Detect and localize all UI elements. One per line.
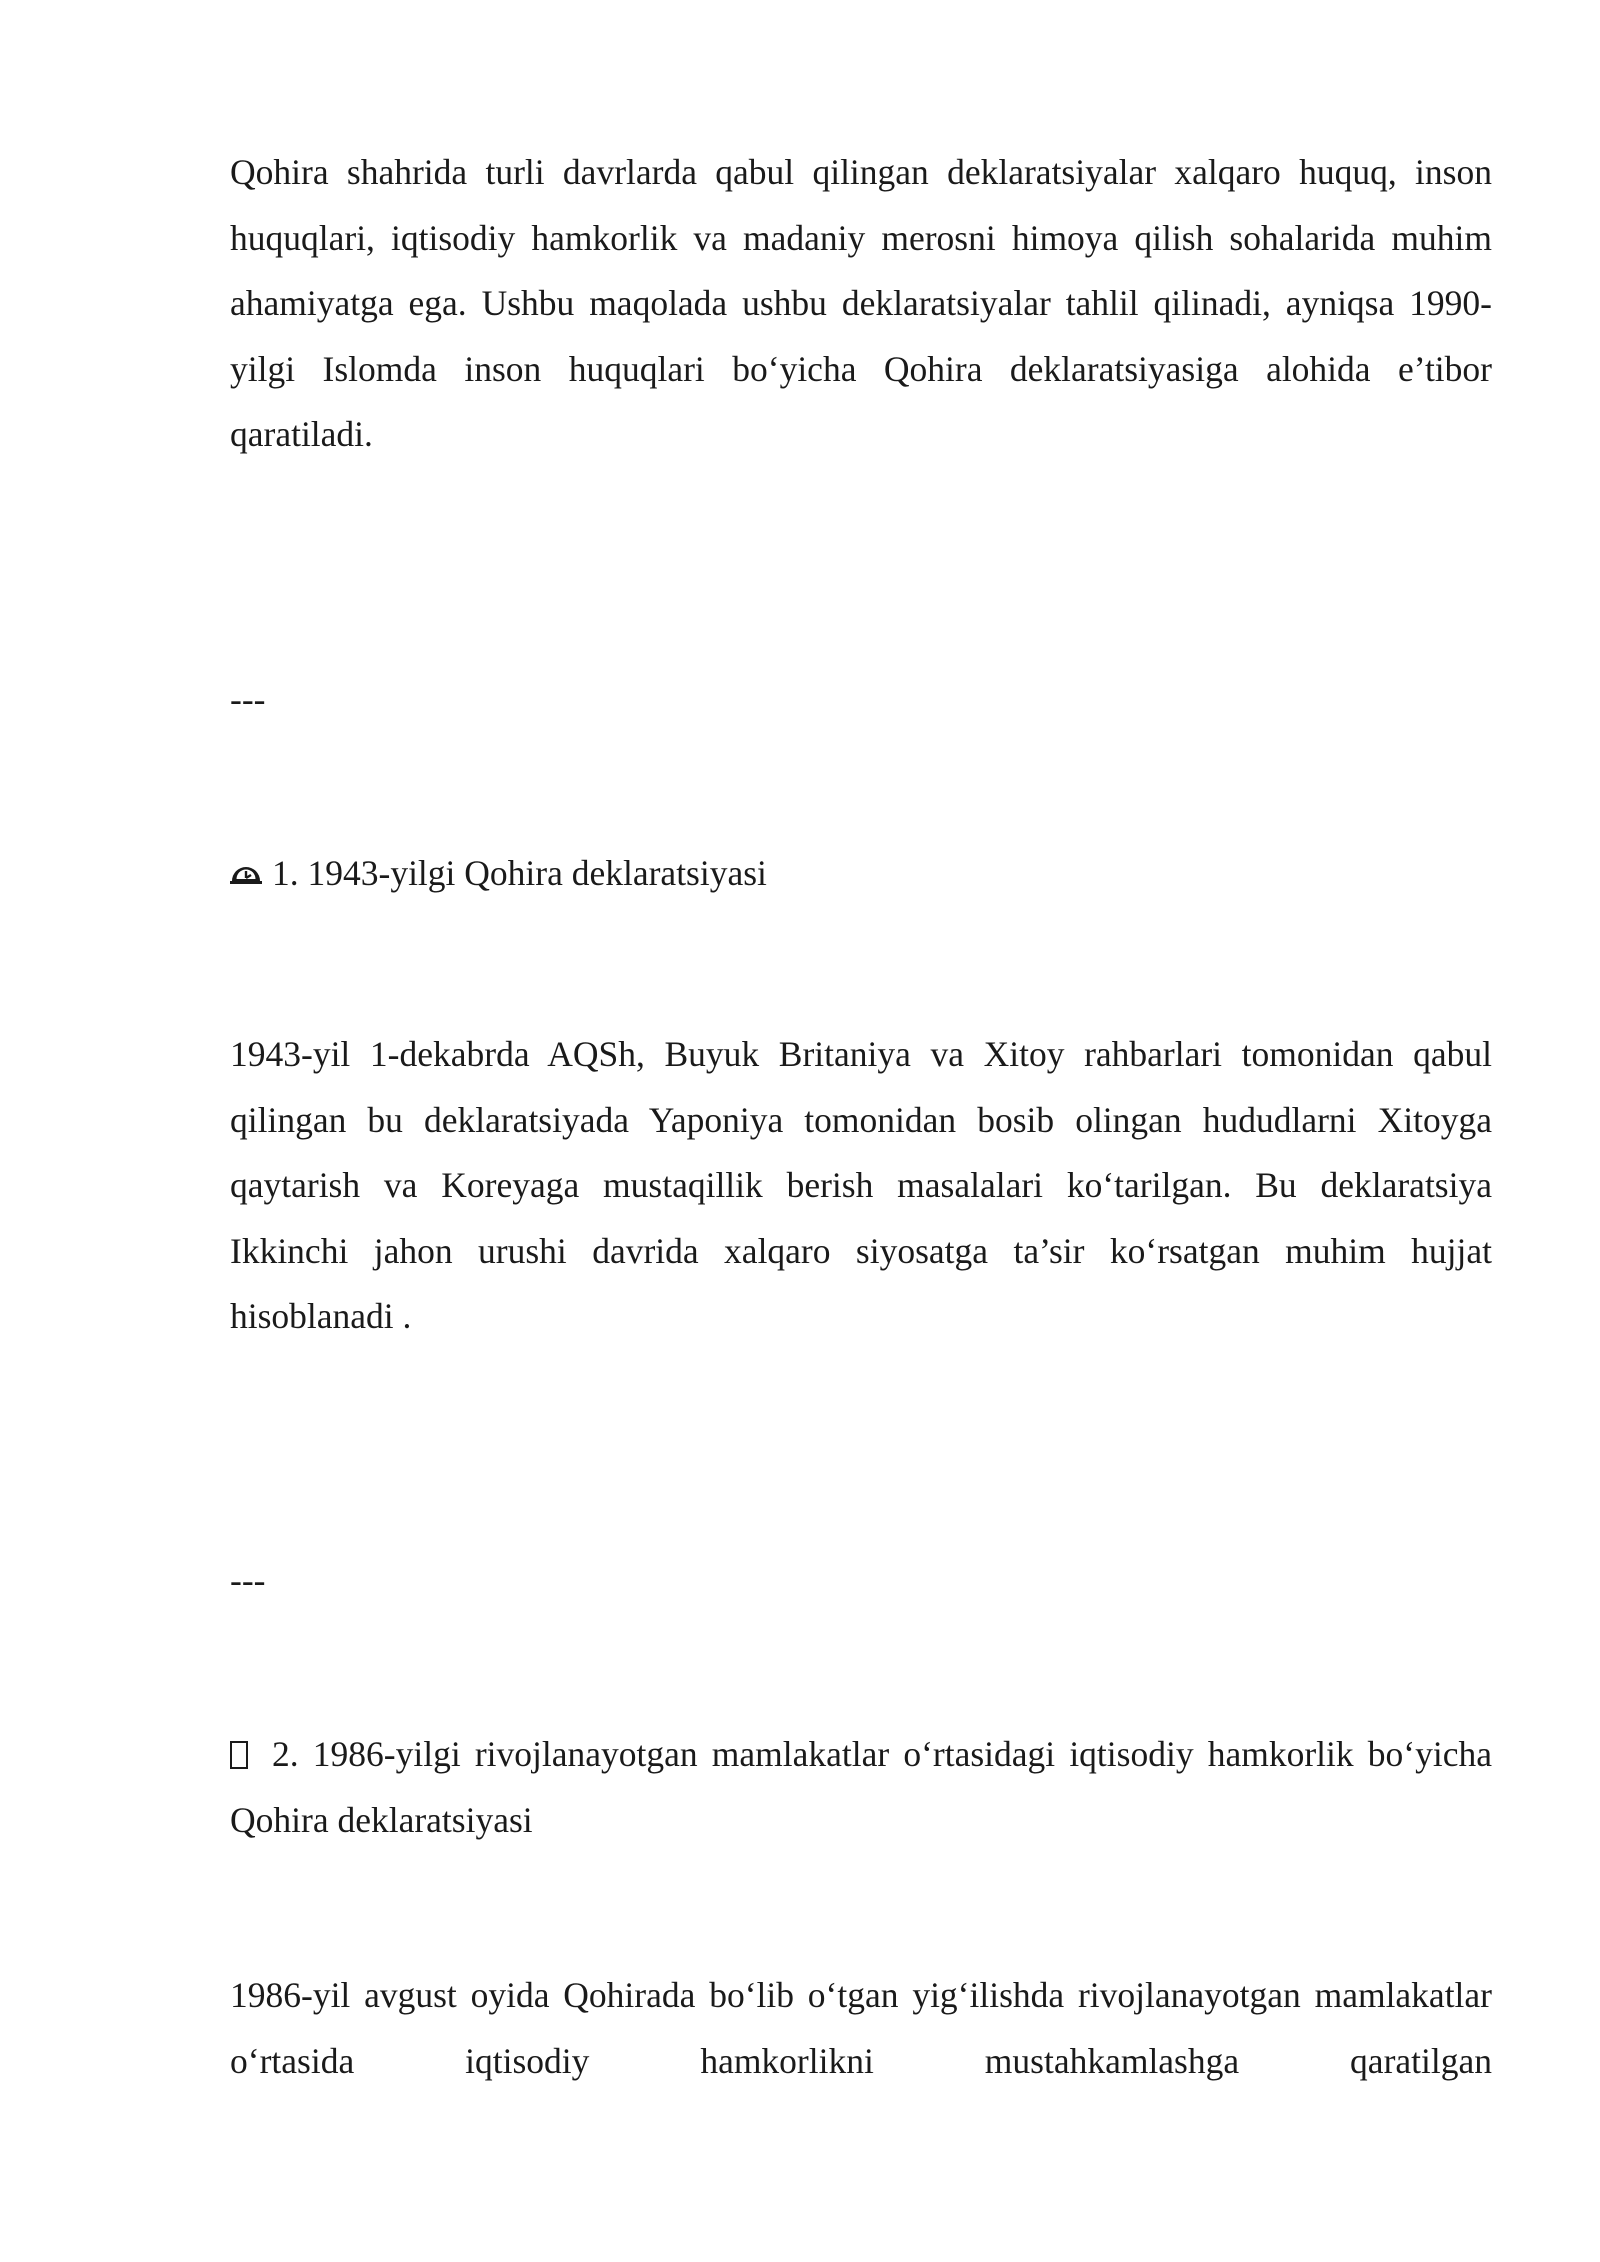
section-1-body: 1943-yil 1-dekabrda AQSh, Buyuk Britaniya va Xitoy rahbarlari tomonidan qabul qilingan bu deklaratsiyada Yaponiya tomonidan bosib olingan hududlarni Xitoyga qaytarish va Koreyaga mustaqillik berish masalalari ko‘tarilgan. Bu deklaratsiya Ikkinchi jahon urushi davrida xalqaro siyosatga ta’sir ko‘rsatgan muhim hujjat hisoblanadi . xyxy=(230,1034,1492,1336)
section-1-heading xyxy=(230,841,1492,907)
section-2-heading xyxy=(230,1722,1492,1853)
section-2-title: 2. 1986-yilgi rivojlanayotgan mamlakatlar o‘rtasidagi iqtisodiy hamkorlik bo‘yicha Qohira deklaratsiyasi xyxy=(230,1734,1492,1840)
clock-icon xyxy=(230,857,262,885)
separator-2: --- xyxy=(230,1560,266,1600)
intro-paragraph: Qohira shahrida turli davrlarda qabul qilingan deklaratsiyalar xalqaro huquq, inson huquqlari, iqtisodiy hamkorlik va madaniy merosni himoya qilish sohalarida muhim ahamiyatga ega. Ushbu maqolada ushbu deklaratsiyalar tahlil qilinadi, ayniqsa 1990-yilgi Islomda inson huquqlari bo‘yicha Qohira deklaratsiyasiga alohida e’tibor qaratiladi. xyxy=(230,152,1492,454)
separator-1: --- xyxy=(230,679,266,719)
section-2-body: 1986-yil avgust oyida Qohirada bo‘lib o‘tgan yig‘ilishda rivojlanayotgan mamlakatlar o‘rtasida iqtisodiy hamkorlikni mustahkamlashga qaratilgan xyxy=(230,1975,1492,2081)
missing-glyph-icon xyxy=(230,1741,248,1769)
section-1-title: 1. 1943-yilgi Qohira deklaratsiyasi xyxy=(272,853,767,893)
